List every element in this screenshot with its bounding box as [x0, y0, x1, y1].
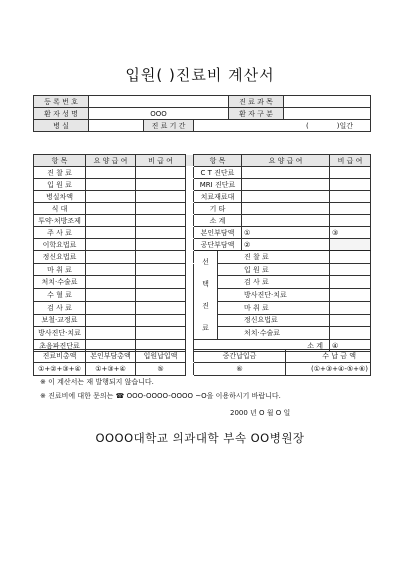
summary-table — [33, 349, 371, 376]
selective-amount-cell[interactable] — [330, 301, 371, 314]
circled-3: ③ — [332, 228, 339, 237]
left-noninsurance-cell[interactable] — [136, 314, 186, 327]
fees-gap — [186, 301, 194, 314]
self-pay-insurance[interactable] — [242, 227, 330, 239]
circled-4: ④ — [332, 341, 339, 350]
fees-header-item-right: 항 목 — [194, 155, 242, 167]
selective-spacer — [218, 263, 242, 276]
insurer-pay-label: 공단부담액 — [194, 239, 242, 251]
room-value[interactable] — [89, 120, 144, 132]
right-noninsurance-cell[interactable] — [330, 191, 371, 203]
summary-gap — [186, 350, 194, 363]
right-insurance-cell[interactable] — [242, 191, 330, 203]
summary-gap — [186, 363, 194, 376]
selective-spacer — [218, 301, 242, 314]
issue-date: 2000 년 O 월 O 일 — [230, 409, 291, 417]
right-insurance-cell[interactable] — [242, 167, 330, 179]
right-noninsurance-cell[interactable] — [330, 203, 371, 215]
right-noninsurance-cell[interactable] — [330, 179, 371, 191]
left-insurance-cell[interactable] — [86, 263, 136, 276]
left-item: 방사진단·치료 — [34, 327, 86, 340]
left-noninsurance-cell[interactable] — [136, 263, 186, 276]
left-item: 처치·수술료 — [34, 276, 86, 289]
paid-label: 입원납입액 — [136, 350, 186, 363]
fees-gap — [186, 276, 194, 289]
fees-table — [33, 154, 371, 352]
selective-item: 입 원 료 — [242, 263, 330, 276]
patient-name-value[interactable]: OOO — [89, 108, 229, 120]
circled-2: ② — [244, 240, 251, 249]
fees-header-item-left: 항 목 — [34, 155, 86, 167]
paid-formula: ⑤ — [136, 363, 186, 376]
self-pay-label: 본인부담액 — [194, 227, 242, 239]
fees-gap — [186, 167, 194, 179]
right-subtotal-insurance[interactable] — [242, 215, 330, 227]
selective-label-char: 진 — [202, 302, 209, 310]
fees-gap — [186, 179, 194, 191]
fees-gap — [186, 314, 194, 327]
selective-item: 마 취 료 — [242, 301, 330, 314]
left-item: 병실차액 — [34, 191, 86, 203]
selective-label-char: 료 — [202, 324, 209, 332]
right-item: C T 진단료 — [194, 167, 242, 179]
period-close: )일간 — [336, 121, 353, 130]
left-item: 정신요법료 — [34, 251, 86, 264]
document-title: 입원( )진료비 계산서 — [125, 66, 275, 84]
total-label: 진료비총액 — [34, 350, 86, 363]
self-pay-noninsurance[interactable] — [330, 227, 371, 239]
right-noninsurance-cell[interactable] — [330, 167, 371, 179]
selective-item: 정신요법료 — [242, 314, 330, 327]
selective-amount-cell[interactable] — [330, 327, 371, 340]
left-item: 보철·교정료 — [34, 314, 86, 327]
left-insurance-cell[interactable] — [86, 289, 136, 302]
self-total-formula: ①+③+④ — [86, 363, 136, 376]
fees-gap — [186, 239, 194, 251]
fees-header-noninsurance-right: 비 급 여 — [330, 155, 371, 167]
patient-info-table — [33, 95, 371, 132]
fees-gap — [186, 215, 194, 227]
period-open: ( — [306, 121, 309, 130]
left-noninsurance-cell[interactable] — [136, 167, 186, 179]
fees-gap — [186, 191, 194, 203]
left-insurance-cell[interactable] — [86, 215, 136, 227]
receive-label: 수 납 금 액 — [286, 350, 371, 363]
left-noninsurance-cell[interactable] — [136, 327, 186, 340]
selective-amount-cell[interactable] — [330, 263, 371, 276]
hospital-name: OOOO대학교 의과대학 부속 OO병원장 — [95, 431, 305, 445]
insurer-pay-insurance[interactable] — [242, 239, 330, 251]
left-insurance-cell[interactable] — [86, 227, 136, 239]
left-insurance-cell[interactable] — [86, 314, 136, 327]
selective-spacer — [218, 327, 242, 340]
selective-item: 진 찰 료 — [242, 251, 330, 264]
right-insurance-cell[interactable] — [242, 179, 330, 191]
interim-formula: ⑥ — [194, 363, 286, 376]
left-item: 이학요법료 — [34, 239, 86, 251]
fees-header-insurance-left: 요 양 급 여 — [86, 155, 136, 167]
left-insurance-cell[interactable] — [86, 167, 136, 179]
selective-spacer — [218, 276, 242, 289]
reg-no-label: 등 록 번 호 — [34, 96, 89, 108]
left-noninsurance-cell[interactable] — [136, 301, 186, 314]
room-label: 병 실 — [34, 120, 89, 132]
left-noninsurance-cell[interactable] — [136, 227, 186, 239]
left-insurance-cell[interactable] — [86, 301, 136, 314]
selective-item: 방사진단·치료 — [242, 289, 330, 302]
left-item: 초음파진단료 — [34, 340, 86, 352]
left-item: 식 대 — [34, 203, 86, 215]
left-noninsurance-cell[interactable] — [136, 203, 186, 215]
insurer-pay-noninsurance — [330, 239, 371, 251]
left-insurance-cell[interactable] — [86, 276, 136, 289]
right-item: MRI 진단료 — [194, 179, 242, 191]
total-formula: ①+②+③+④ — [34, 363, 86, 376]
fees-header-noninsurance-left: 비 급 여 — [136, 155, 186, 167]
fees-gap — [186, 327, 194, 340]
selective-spacer — [218, 314, 242, 327]
note-line: ※ 진료비에 대한 문의는 ☎ OOO-OOOO-OOOO ~O을 이용하시기 바랍니다. — [40, 392, 281, 400]
dept-value[interactable] — [284, 96, 371, 108]
self-total-label: 본인부담총액 — [86, 350, 136, 363]
left-noninsurance-cell[interactable] — [136, 239, 186, 251]
left-insurance-cell[interactable] — [86, 327, 136, 340]
fees-gap — [186, 155, 194, 167]
dept-label: 진 료 과 목 — [229, 96, 284, 108]
left-noninsurance-cell[interactable] — [136, 251, 186, 264]
left-insurance-cell[interactable] — [86, 251, 136, 264]
left-item: 수 혈 료 — [34, 289, 86, 302]
left-insurance-cell[interactable] — [86, 239, 136, 251]
period-label: 진 료 기 간 — [144, 120, 194, 132]
circled-1: ① — [244, 228, 251, 237]
right-subtotal-label: 소 계 — [194, 215, 242, 227]
left-item: 마 취 료 — [34, 263, 86, 276]
patient-name-label: 환 자 성 명 — [34, 108, 89, 120]
selective-amount-cell[interactable] — [330, 289, 371, 302]
fees-gap — [186, 251, 194, 264]
left-insurance-cell[interactable] — [86, 179, 136, 191]
selective-subtotal-text: 소 계 — [307, 341, 324, 350]
right-item: 기 타 — [194, 203, 242, 215]
note-line: ※ 이 계산서는 재 발행되지 않습니다. — [40, 378, 154, 386]
selective-amount-cell[interactable] — [330, 276, 371, 289]
reg-no-value[interactable] — [89, 96, 229, 108]
selective-treatment-label — [194, 251, 218, 340]
right-insurance-cell[interactable] — [242, 203, 330, 215]
fees-gap — [186, 289, 194, 302]
interim-label: 중간납입금 — [194, 350, 286, 363]
left-item: 진 찰 료 — [34, 167, 86, 179]
selective-spacer — [218, 251, 242, 264]
patient-type-label: 환 자 구 분 — [229, 108, 284, 120]
left-noninsurance-cell[interactable] — [136, 191, 186, 203]
fees-gap — [186, 203, 194, 215]
left-noninsurance-cell[interactable] — [136, 289, 186, 302]
left-item: 투약·처방조제 — [34, 215, 86, 227]
selective-amount-cell[interactable] — [330, 251, 371, 264]
selective-item: 검 사 료 — [242, 276, 330, 289]
selective-label-char: 택 — [202, 280, 209, 288]
receive-formula: (①+③+④-⑤+⑥) — [286, 363, 371, 376]
left-item: 검 사 료 — [34, 301, 86, 314]
left-insurance-cell[interactable] — [86, 191, 136, 203]
selective-spacer — [218, 289, 242, 302]
fees-gap — [186, 227, 194, 239]
left-noninsurance-cell[interactable] — [136, 179, 186, 191]
fees-gap — [186, 263, 194, 276]
fees-header-insurance-right: 요 양 급 여 — [242, 155, 330, 167]
left-noninsurance-cell[interactable] — [136, 215, 186, 227]
right-subtotal-noninsurance[interactable] — [330, 215, 371, 227]
selective-item: 처치·수술료 — [242, 327, 330, 340]
selective-amount-cell[interactable] — [330, 314, 371, 327]
left-item: 주 사 료 — [34, 227, 86, 239]
selective-label-char: 선 — [202, 258, 209, 266]
patient-type-value[interactable] — [284, 108, 371, 120]
left-noninsurance-cell[interactable] — [136, 276, 186, 289]
left-item: 입 원 료 — [34, 179, 86, 191]
right-item: 치료재료대 — [194, 191, 242, 203]
period-value[interactable] — [194, 120, 371, 132]
left-insurance-cell[interactable] — [86, 203, 136, 215]
